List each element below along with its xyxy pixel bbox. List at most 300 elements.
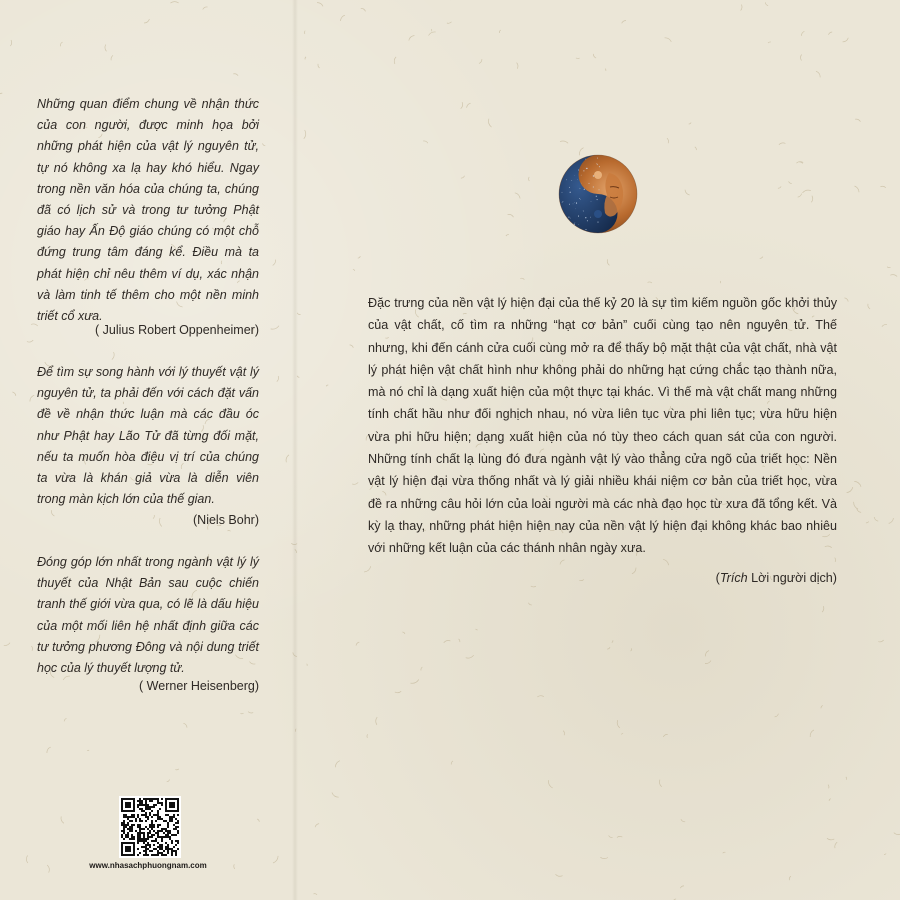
qr-module xyxy=(165,830,167,832)
qr-module xyxy=(145,798,147,800)
cover-fold-line xyxy=(292,0,298,900)
quote-heisenberg: Đóng góp lớn nhất trong ngành vật lý lý thuyết của Nhật Bản sau cuộc chiến tranh thế giới vừa qua, có lẽ là dấu hiệu của một mối liên hệ nhất định giữa các tư tưởng phương Đông và nội dung triết học của lý thuyết lượng tử. xyxy=(37,555,259,676)
paper-fiber xyxy=(315,824,319,828)
qr-module xyxy=(171,854,173,856)
emblem-star xyxy=(573,204,574,205)
qr-module xyxy=(171,834,173,836)
qr-module xyxy=(153,826,155,828)
qr-module xyxy=(137,816,139,818)
qr-module xyxy=(157,802,159,804)
qr-module xyxy=(149,800,151,802)
qr-module xyxy=(163,850,165,852)
qr-module xyxy=(145,850,147,852)
qr-module xyxy=(127,834,129,836)
qr-module xyxy=(161,836,163,838)
paper-fiber xyxy=(429,32,436,36)
qr-module xyxy=(169,848,171,850)
paper-fiber xyxy=(305,31,306,34)
qr-module xyxy=(137,814,139,816)
emblem-star xyxy=(574,202,575,203)
paper-fiber xyxy=(878,640,883,642)
paper-fiber xyxy=(361,8,366,11)
qr-module xyxy=(145,814,147,816)
qr-module xyxy=(165,854,167,856)
qr-module xyxy=(163,832,165,834)
qr-module xyxy=(133,816,135,818)
qr-module xyxy=(139,804,141,806)
paper-fiber xyxy=(423,141,428,143)
paper-fiber xyxy=(665,38,672,42)
emblem-star xyxy=(583,211,584,212)
qr-module xyxy=(155,832,157,834)
paper-fiber xyxy=(789,181,792,183)
qr-module xyxy=(147,842,149,844)
emblem-star xyxy=(578,216,579,217)
qr-module xyxy=(147,828,149,830)
qr-module xyxy=(151,816,153,818)
emblem-star xyxy=(562,202,563,203)
emblem-star xyxy=(562,201,563,202)
paper-fiber xyxy=(314,894,318,895)
paper-fiber xyxy=(367,734,368,738)
qr-module xyxy=(133,836,135,838)
paper-fiber xyxy=(537,696,544,697)
paper-fiber xyxy=(31,646,32,651)
emblem-star xyxy=(575,209,576,210)
website-url: www.nhasachphuongnam.com xyxy=(89,861,207,870)
qr-module xyxy=(171,842,173,844)
paper-fiber xyxy=(560,141,568,143)
qr-module xyxy=(141,820,143,822)
qr-module xyxy=(161,848,163,850)
emblem-star xyxy=(577,179,578,180)
paper-fiber xyxy=(821,705,823,708)
qr-module xyxy=(147,844,149,846)
qr-module xyxy=(153,848,155,850)
qr-module xyxy=(167,850,169,852)
qr-module xyxy=(129,826,131,828)
qr-module xyxy=(177,814,179,816)
paper-fiber xyxy=(531,586,536,587)
qr-module xyxy=(131,820,133,822)
qr-module xyxy=(139,834,141,836)
qr-module xyxy=(161,802,163,804)
paper-fiber xyxy=(789,876,791,880)
qr-module xyxy=(139,802,141,804)
paper-fiber xyxy=(622,21,626,24)
qr-module xyxy=(177,832,179,834)
qr-module xyxy=(157,832,159,834)
emblem-star xyxy=(596,196,597,197)
yin-yang-buddha-emblem-icon xyxy=(557,153,639,235)
emblem-star xyxy=(580,199,581,200)
paper-fiber xyxy=(26,855,27,863)
emblem-star xyxy=(566,224,567,225)
qr-module xyxy=(171,848,173,850)
paper-fiber xyxy=(801,55,802,61)
qr-module xyxy=(143,828,145,830)
qr-module xyxy=(167,822,169,824)
emblem-star xyxy=(561,172,562,173)
qr-module xyxy=(167,852,169,854)
qr-module xyxy=(147,838,149,840)
qr-module xyxy=(161,818,163,820)
qr-module xyxy=(171,818,173,820)
paper-fiber xyxy=(394,57,396,64)
paper-fiber xyxy=(47,747,51,753)
paper-fiber xyxy=(663,734,667,737)
paper-fiber xyxy=(466,655,474,658)
paper-fiber xyxy=(680,886,684,888)
paper-fiber xyxy=(248,712,253,713)
qr-module xyxy=(145,848,147,850)
paper-fiber xyxy=(467,103,471,108)
qr-module xyxy=(161,840,163,842)
paper-fiber xyxy=(517,63,518,69)
qr-module xyxy=(131,826,133,828)
paper-fiber xyxy=(112,352,114,360)
qr-module xyxy=(141,828,143,830)
qr-module xyxy=(141,840,143,842)
qr-module xyxy=(143,810,145,812)
qr-module xyxy=(161,828,163,830)
paper-fiber xyxy=(576,58,580,59)
qr-module xyxy=(151,820,153,822)
qr-module xyxy=(121,830,123,832)
qr-module xyxy=(147,798,149,800)
qr-module xyxy=(125,824,127,826)
emblem-star xyxy=(567,229,568,230)
qr-module xyxy=(125,814,127,816)
qr-module xyxy=(155,804,157,806)
qr-module xyxy=(137,842,139,844)
paper-fiber xyxy=(241,713,244,714)
emblem-star xyxy=(585,159,586,160)
paper-fiber xyxy=(695,147,697,150)
qr-module xyxy=(123,830,125,832)
qr-module xyxy=(145,852,147,854)
qr-module xyxy=(147,818,149,820)
qr-module xyxy=(145,838,147,840)
paper-fiber xyxy=(183,723,187,727)
qr-module xyxy=(137,826,139,828)
emblem-star xyxy=(569,204,570,205)
qr-module xyxy=(161,846,163,848)
emblem-star xyxy=(584,188,585,189)
qr-module xyxy=(173,834,175,836)
qr-module xyxy=(141,800,143,802)
paper-fiber xyxy=(529,177,530,181)
qr-module xyxy=(139,836,141,838)
paper-fiber xyxy=(476,629,478,630)
emblem-star xyxy=(576,203,577,204)
emblem-star xyxy=(585,229,586,230)
paper-fiber xyxy=(479,59,482,63)
qr-module xyxy=(151,854,153,856)
qr-module xyxy=(155,820,157,822)
qr-module xyxy=(161,838,163,840)
paper-fiber xyxy=(600,857,608,858)
qr-module xyxy=(139,828,141,830)
qr-module xyxy=(131,834,133,836)
paper-fiber xyxy=(353,269,355,271)
emblem-star xyxy=(597,164,598,165)
qr-module xyxy=(149,850,151,852)
paper-fiber xyxy=(335,761,340,768)
qr-module xyxy=(137,848,139,850)
paper-fiber xyxy=(890,275,897,277)
paper-fiber xyxy=(798,194,802,198)
paper-fiber xyxy=(811,196,812,203)
paper-fiber xyxy=(854,481,861,486)
paper-fiber xyxy=(816,71,820,77)
qr-module xyxy=(141,810,143,812)
paper-fiber xyxy=(356,642,359,646)
qr-module xyxy=(159,808,161,810)
qr-module xyxy=(151,822,153,824)
qr-module xyxy=(177,848,179,850)
paper-fiber xyxy=(866,522,869,523)
emblem-star xyxy=(581,175,582,176)
qr-module xyxy=(125,816,127,818)
qr-module xyxy=(167,832,169,834)
qr-module xyxy=(155,854,157,856)
paper-fiber xyxy=(263,143,266,145)
qr-module xyxy=(159,830,161,832)
qr-module xyxy=(139,824,141,826)
paper-fiber xyxy=(605,69,606,71)
qr-module xyxy=(149,826,151,828)
paper-fiber xyxy=(0,93,2,97)
paper-fiber xyxy=(47,865,49,873)
qr-module xyxy=(137,854,139,856)
paper-fiber xyxy=(705,651,709,657)
source-emphasis: Trích xyxy=(719,571,748,585)
qr-module xyxy=(157,850,159,852)
paper-fiber xyxy=(304,130,306,139)
qr-module xyxy=(153,840,155,842)
qr-module xyxy=(171,820,173,822)
qr-module xyxy=(131,836,133,838)
paper-fiber xyxy=(648,282,652,283)
qr-module xyxy=(147,834,149,836)
paper-fiber xyxy=(854,502,858,509)
qr-module xyxy=(143,854,145,856)
emblem-star xyxy=(570,192,571,193)
qr-module xyxy=(145,846,147,848)
qr-module xyxy=(123,814,125,816)
emblem-star xyxy=(562,192,563,193)
paper-fiber xyxy=(612,640,613,642)
qr-module xyxy=(165,820,167,822)
qr-module xyxy=(155,848,157,850)
qr-module xyxy=(165,846,167,848)
qr-module xyxy=(143,846,145,848)
main-passage: Đặc trưng của nền vật lý hiện đại của thế kỷ 20 là sự tìm kiếm nguồn gốc khởi thủy của vật chất, cố tìm ra những “hạt cơ bản” cuối cùng tạo nên nguyên tử. Thế nhưng, khi đến cánh cửa cuối cùng mở ra để thấy bộ mặt thật của vật chất, nhà vật lý phát hiện vật chất hình như không phải do những hạt cứng chắc tạo thành nữa, mà nó chỉ là dạng xuất hiện của một thực tại khác. Vì thế mà vật chất mang những tính chất hầu như đối nghịch nhau, nó vừa liên tục vừa phi liên tục; vừa hữu hiện vừa phi hữu hiện; dạng xuất hiện của nó tùy theo cách quan sát của con người. Những tính chất lạ lùng đó đưa ngành vật lý vào thẳng cửa ngõ của triết học: Nền vật lý hiện đại vừa thống nhất và lý giải nhiều khái niệm cơ bản của triết học, vừa đề ra những câu hỏi lớn của loài người mà các nhà đạo học từ xưa đã tổng kết. Và kỳ lạ thay, những phát hiện hiện nay của nền vật lý hiện đại không khác bao nhiêu với những kết luận của các thánh nhân ngày xưa. xyxy=(368,296,837,556)
qr-module xyxy=(149,846,151,848)
paper-fiber xyxy=(607,647,610,649)
qr-module xyxy=(145,806,147,808)
paper-fiber xyxy=(705,661,711,664)
emblem-star xyxy=(583,170,584,171)
qr-module xyxy=(167,830,169,832)
paper-fiber xyxy=(350,345,354,348)
qr-module xyxy=(177,830,179,832)
qr-module xyxy=(175,854,177,856)
paper-fiber xyxy=(10,40,11,46)
paper-fiber xyxy=(778,186,781,188)
emblem-star xyxy=(574,175,575,176)
qr-module xyxy=(163,854,165,856)
qr-module xyxy=(131,838,133,840)
qr-module xyxy=(153,834,155,836)
paper-fiber xyxy=(631,648,632,651)
emblem-star xyxy=(587,220,588,221)
qr-module xyxy=(123,832,125,834)
qr-module xyxy=(121,836,123,838)
paper-fiber xyxy=(548,780,552,788)
qr-module xyxy=(137,840,139,842)
paper-fiber xyxy=(461,176,465,178)
paper-fiber xyxy=(257,819,259,822)
emblem-star xyxy=(593,175,594,176)
qr-module xyxy=(157,816,159,818)
qr-module xyxy=(167,844,169,846)
qr-module xyxy=(123,828,125,830)
qr-module xyxy=(127,836,129,838)
qr-module xyxy=(159,848,161,850)
qr-module xyxy=(173,850,175,852)
paper-fiber xyxy=(617,720,620,728)
qr-module xyxy=(141,832,143,834)
emblem-star xyxy=(599,166,600,167)
paper-fiber xyxy=(622,733,624,734)
paper-fiber xyxy=(520,278,524,279)
qr-module xyxy=(123,822,125,824)
qr-module xyxy=(145,804,147,806)
qr-module xyxy=(149,836,151,838)
paper-fiber xyxy=(685,190,690,195)
qr-module xyxy=(155,814,157,816)
qr-module xyxy=(151,828,153,830)
qr-module xyxy=(175,822,177,824)
paper-fiber xyxy=(801,31,804,36)
qr-module xyxy=(137,800,139,802)
qr-module xyxy=(139,852,141,854)
qr-module xyxy=(149,814,151,816)
qr-module xyxy=(139,820,141,822)
paper-fiber xyxy=(411,680,419,684)
qr-module xyxy=(131,828,133,830)
qr-module xyxy=(147,808,149,810)
qr-module xyxy=(175,840,177,842)
qr-module xyxy=(159,802,161,804)
qr-module xyxy=(145,840,147,842)
paper-fiber xyxy=(203,7,208,10)
qr-module xyxy=(133,824,135,826)
qr-module xyxy=(169,820,171,822)
paper-fiber xyxy=(874,517,878,521)
emblem-star xyxy=(597,199,598,200)
paper-fiber xyxy=(307,664,308,666)
qr-module xyxy=(173,824,175,826)
qr-module xyxy=(145,808,147,810)
qr-module xyxy=(165,814,167,816)
qr-module xyxy=(123,824,125,826)
qr-module xyxy=(161,844,163,846)
paper-fiber xyxy=(105,45,107,52)
paper-fiber xyxy=(880,186,885,187)
paper-fiber xyxy=(444,640,451,642)
qr-module xyxy=(125,826,127,828)
qr-module xyxy=(159,844,161,846)
paper-fiber xyxy=(376,717,377,725)
qr-module xyxy=(129,838,131,840)
qr-module xyxy=(139,840,141,842)
qr-module xyxy=(169,838,171,840)
qr-module xyxy=(139,798,141,800)
author-heisenberg: ( Werner Heisenberg) xyxy=(139,679,259,693)
paper-fiber xyxy=(4,643,10,646)
paper-fiber xyxy=(64,718,66,721)
qr-module xyxy=(157,852,159,854)
qr-module xyxy=(125,834,127,836)
qr-module xyxy=(167,814,169,816)
qr-module xyxy=(141,814,143,816)
qr-module xyxy=(121,834,123,836)
paper-fiber xyxy=(868,304,870,309)
qr-module xyxy=(139,830,141,832)
paper-fiber xyxy=(447,22,452,24)
paper-fiber xyxy=(579,580,584,581)
qr-module xyxy=(171,840,173,842)
emblem-star xyxy=(586,168,587,169)
qr-module xyxy=(175,834,177,836)
paper-fiber xyxy=(364,566,371,572)
qr-module xyxy=(143,834,145,836)
qr-module xyxy=(143,836,145,838)
paper-fiber xyxy=(560,560,565,565)
qr-module xyxy=(141,838,143,840)
qr-module xyxy=(145,800,147,802)
qr-module xyxy=(139,808,141,810)
paper-fiber xyxy=(765,2,768,5)
emblem-star xyxy=(571,180,572,181)
qr-module xyxy=(167,836,169,838)
paper-fiber xyxy=(681,819,685,822)
emblem-star xyxy=(572,159,573,160)
paper-fiber xyxy=(515,193,520,199)
qr-module xyxy=(151,824,153,826)
qr-module xyxy=(129,816,131,818)
qr-module xyxy=(167,826,169,828)
qr-module xyxy=(155,838,157,840)
source-citation: (Trích Lời người dịch) xyxy=(715,571,837,585)
emblem-star xyxy=(597,221,598,222)
qr-module xyxy=(131,814,133,816)
qr-module xyxy=(153,844,155,846)
qr-module xyxy=(123,838,125,840)
emblem-star xyxy=(578,170,579,171)
qr-module xyxy=(151,800,153,802)
qr-module xyxy=(153,824,155,826)
paper-fiber xyxy=(667,138,669,143)
qr-module xyxy=(157,824,159,826)
paper-fiber xyxy=(803,190,811,193)
paper-fiber xyxy=(617,836,622,837)
paper-fiber xyxy=(760,257,763,259)
qr-module xyxy=(149,808,151,810)
